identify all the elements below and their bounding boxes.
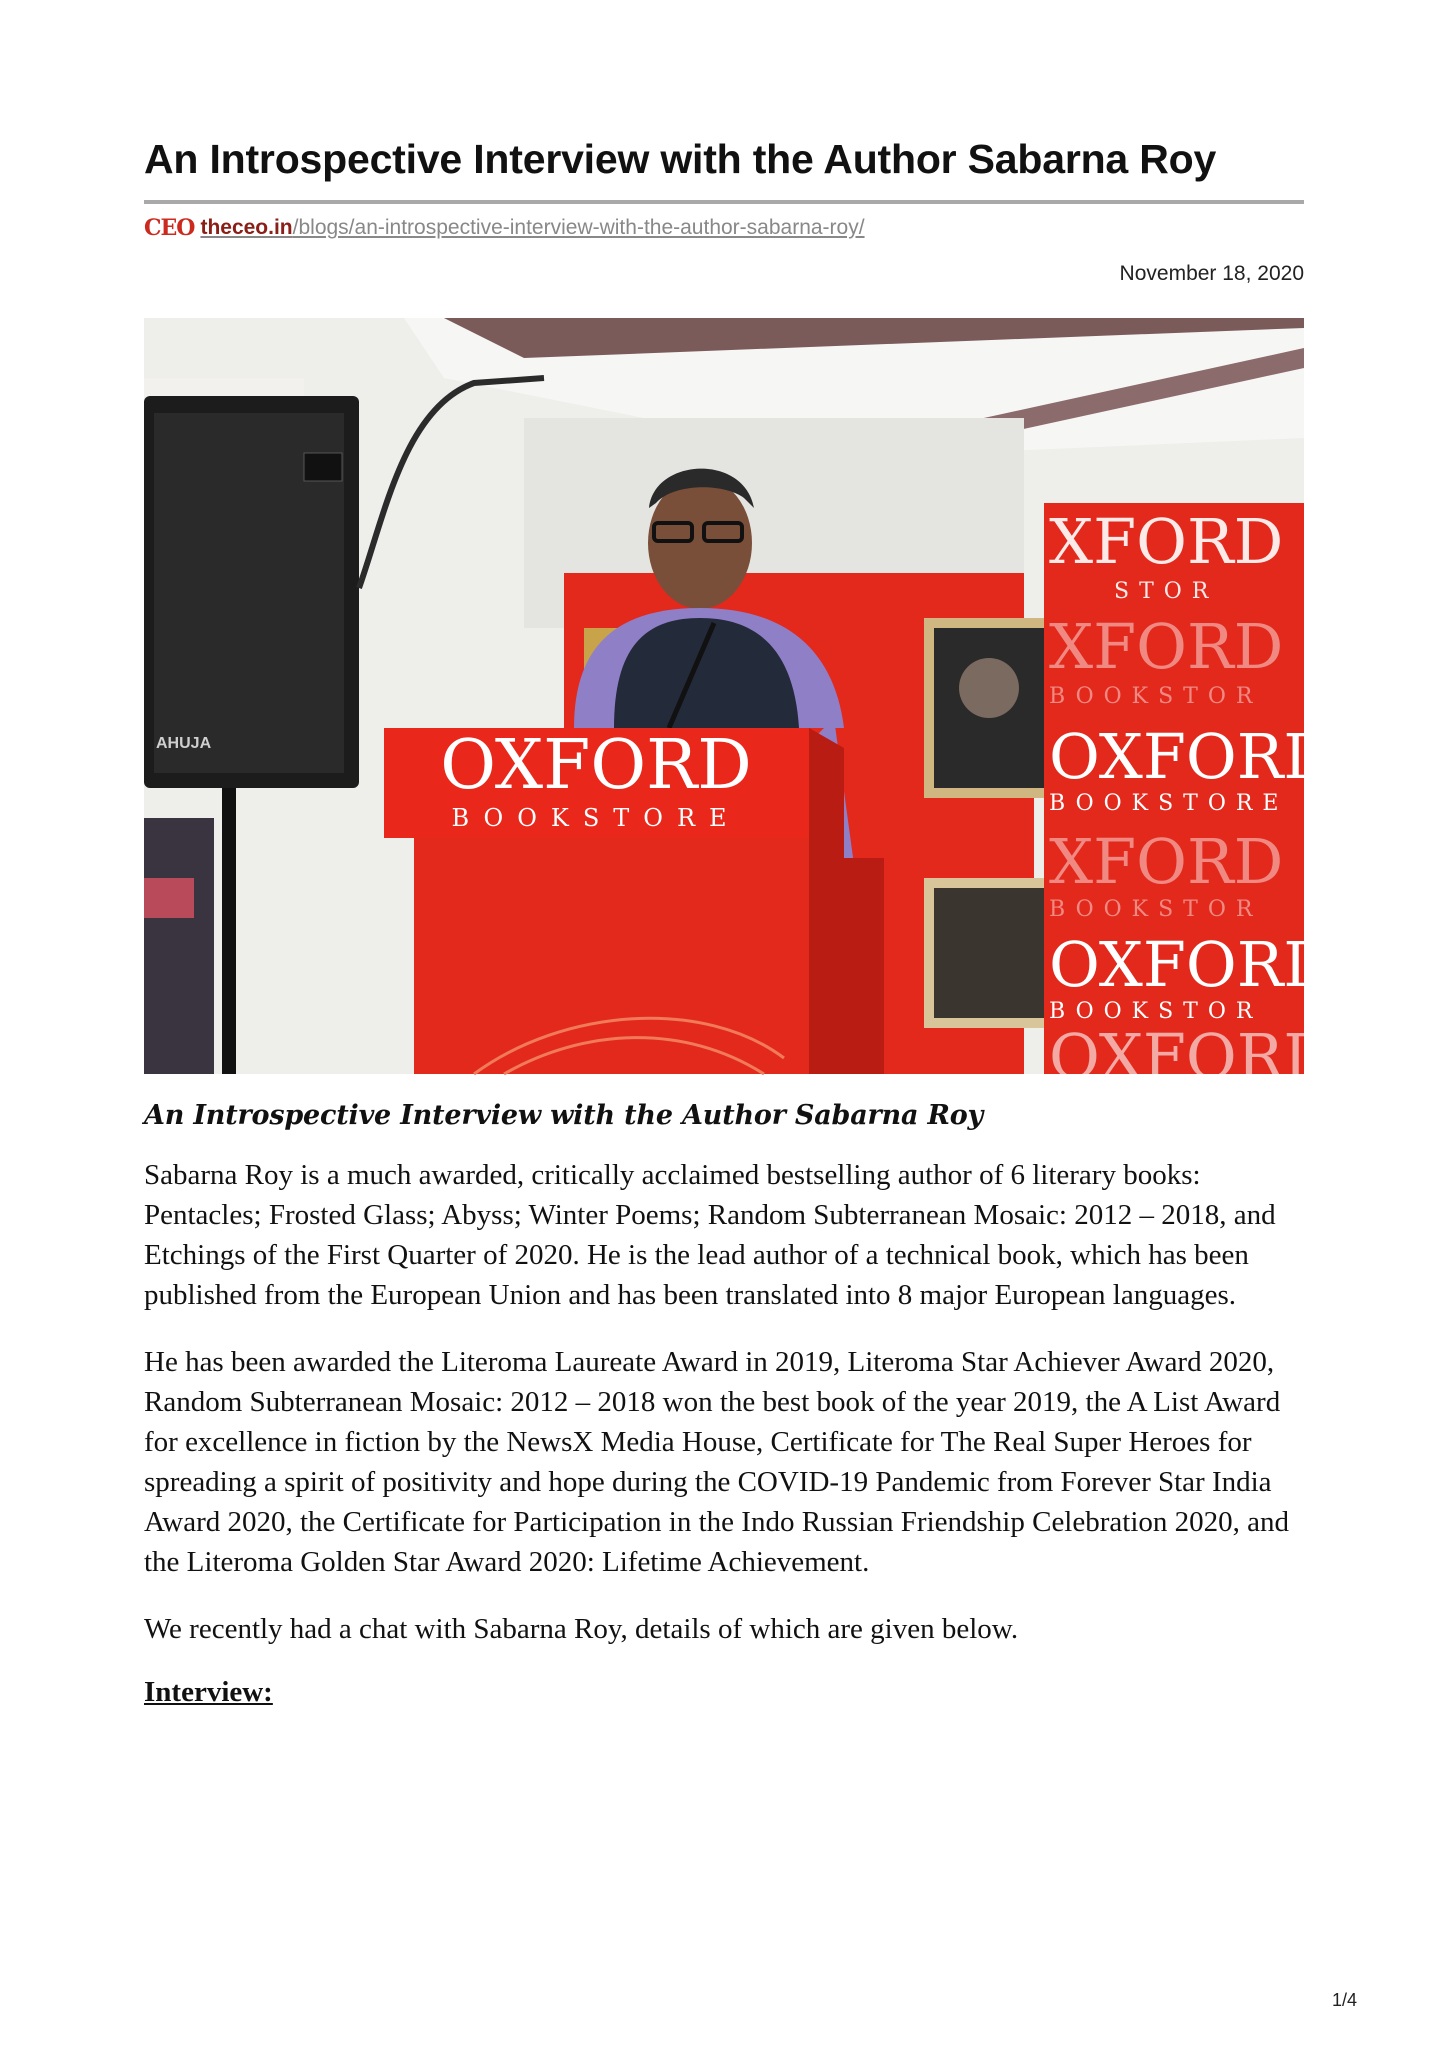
source-link[interactable]	[200, 216, 864, 240]
svg-text:OXFORD: OXFORD	[1049, 928, 1334, 1001]
ceo-logo-icon: CEO	[144, 215, 195, 241]
podium-sub-text: BOOKSTORE	[451, 804, 741, 832]
svg-text:BOOKSTOR: BOOKSTOR	[1049, 999, 1263, 1024]
hero-photo	[144, 318, 1334, 1093]
publish-date: November 18, 2020	[1119, 262, 1304, 285]
svg-text:BOOKSTOR: BOOKSTOR	[1049, 897, 1263, 922]
paragraph: Sabarna Roy is a much awarded, critically acclaimed bestselling author of 6 literary books: Pentacles; Frosted Glass; Abyss; Winter Poems; Random Subterranean Mosaic: 2012 – 2018, and Etchings of the First Quarter of 2020. He is the lead author of a technical book, which has been published from the European Union and has been translated into 8 major European languages.	[144, 1159, 1276, 1311]
svg-text:BOOKSTOR: BOOKSTOR	[1049, 684, 1263, 709]
speaker-brand: AHUJA	[156, 735, 212, 752]
source-path: /blogs/an-introspective-interview-with-the-author-sabarna-roy/	[292, 216, 865, 239]
podium-brand-text: OXFORD	[440, 726, 752, 805]
page-title: An Introspective Interview with the Author Sabarna Roy	[144, 136, 1217, 182]
paragraph: He has been awarded the Literoma Laureate Award in 2019, Literoma Star Achiever Award 2020, Random Subterranean Mosaic: 2012 – 2018 won the best book of the year 2019, the A List Award for excellence in fiction by the NewsX Media House, Certificate for The Real Super Heroes for spreading a spirit of positivity and hope during the COVID-19 Pandemic from Forever Star India Award 2020, the Certificate for Participation in the Indo Russian Friendship Celebration 2020, and the Literoma Golden Star Award 2020: Lifetime Achievement.	[144, 1346, 1290, 1578]
svg-text:XFORD: XFORD	[1049, 610, 1284, 683]
svg-text:XFORD: XFORD	[1049, 505, 1284, 578]
article-subtitle: An Introspective Interview with the Author Sabarna Roy	[144, 1100, 983, 1131]
source-domain: theceo.in	[200, 216, 293, 239]
interview-heading: Interview:	[144, 1676, 273, 1708]
svg-text:STOR: STOR	[1114, 579, 1219, 604]
wall-brand-text: OXFORD	[1049, 720, 1334, 793]
wall-sub-text: BOOKSTORE	[1049, 791, 1289, 816]
article-body	[144, 1100, 1304, 1709]
page-number: 1/4	[1331, 1990, 1357, 2010]
svg-text:XFORD: XFORD	[1049, 825, 1284, 898]
svg-text:OXFORD: OXFORD	[1049, 1020, 1334, 1093]
source-row	[144, 214, 865, 242]
title-divider	[144, 200, 1304, 204]
paragraph: We recently had a chat with Sabarna Roy, details of which are given below.	[144, 1613, 1019, 1645]
